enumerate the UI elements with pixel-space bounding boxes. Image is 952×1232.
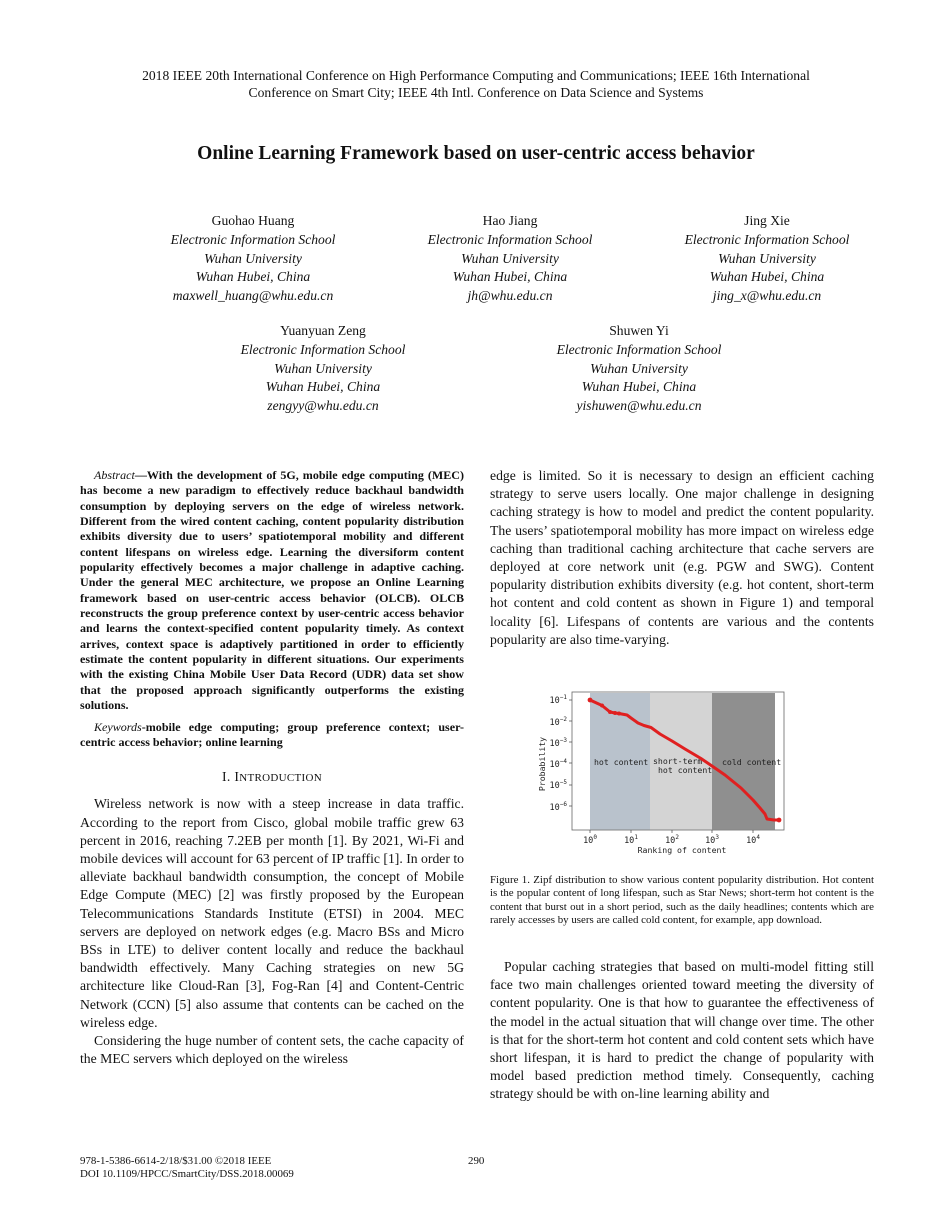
abstract-label: Abstract (94, 468, 135, 482)
author-dept: Electronic Information School (170, 231, 336, 247)
svg-text:102: $10^2$ (665, 834, 679, 846)
abstract (80, 468, 464, 750)
author-univ: Wuhan University (204, 250, 302, 266)
short-term-label-2: hot content (658, 765, 713, 775)
abstract-text: —With the development of 5G, mobile edge computing (MEC) has become a new paradigm to effectively reduce backhaul bandwidth consumption by deploying servers on the edge of wireless network. Different from the wired content caching, content popularity distribution exhibits diversity due to users’ spatiotemporal mobility and different content lifespans on wireless edge. Learning the diversiform content popularity effectively becomes a major challenge in adaptive caching. Under the general MEC architecture, we propose an Online Learning framework based on user-centric access behavior (OLCB). OLCB reconstructs the group preference context by user-centric access behavior and learns the context-specified content popularity timely. As context arrives, context space is adaptively partitioned in order to efficiently estimate the content popularity in different situations. Our experiments with the existing China Mobile User Data Record (UDR) data set show that the proposed approach significantly outperforms the existing solutions. (80, 468, 464, 713)
author-univ: Wuhan University (461, 250, 559, 266)
svg-text:10−1: $10^{-1}$ (549, 694, 567, 706)
hot-content-label: hot content (594, 757, 649, 767)
author-location: Wuhan Hubei, China (581, 379, 697, 395)
footer-doi[interactable]: DOI 10.1109/HPCC/SmartCity/DSS.2018.00069 (80, 1167, 294, 1180)
section-title-rest: NTRODUCTION (239, 772, 322, 785)
figure-1-chart (532, 686, 792, 858)
author-name: Guohao Huang (211, 213, 295, 228)
author-name: Shuwen Yi (609, 323, 669, 338)
author-dept: Electronic Information School (684, 231, 850, 247)
zipf-chart (532, 686, 792, 858)
author-email[interactable]: yishuwen@whu.edu.cn (576, 398, 702, 414)
right-column (490, 467, 874, 649)
author-location: Wuhan Hubei, China (709, 269, 825, 285)
author-email[interactable]: maxwell_huang@whu.edu.cn (172, 288, 334, 304)
short-term-label-1: short-term (653, 756, 703, 766)
author-block (390, 212, 630, 306)
author-location: Wuhan Hubei, China (265, 379, 381, 395)
keywords-text: -mobile edge computing; group preference context; user-centric access behavior; online learning (80, 719, 464, 749)
author-name: Yuanyuan Zeng (280, 323, 366, 338)
right-column-lower (490, 958, 874, 1104)
intro-paragraph-2-continued: edge is limited. So it is necessary to design an efficient caching strategy to serve users locally. One major challenge in designing caching strategy is how to model and predict the content popularity. The users’ spatiotemporal mobility has more impact on wireless edge caching than traditional caching architecture that cache servers are deployed at core network unit (e.g. PGW and SWG). Content popularity distribution exhibits diversity (e.g. hot content, short-term hot content and cold content as shown in Figure 1) and temporal locality [6]. Lifespans of contents are various and the contents popularity are also time-varying. (490, 468, 874, 647)
svg-text:10−5: $10^{-5}$ (549, 779, 567, 791)
conference-line-1: 2018 IEEE 20th International Conference on High Performance Computing and Communications; IEEE 16th International (142, 68, 810, 83)
footer-isbn: 978-1-5386-6614-2/18/$31.00 ©2018 IEEE (80, 1155, 272, 1167)
author-univ: Wuhan University (274, 360, 372, 376)
author-dept: Electronic Information School (240, 341, 406, 357)
page-number: 290 (468, 1155, 485, 1167)
section-heading (80, 768, 464, 787)
svg-text:100: $10^0$ (583, 834, 597, 846)
author-univ: Wuhan University (590, 360, 688, 376)
author-location: Wuhan Hubei, China (195, 269, 311, 285)
svg-text:103: $10^3$ (705, 834, 719, 846)
author-email[interactable]: jing_x@whu.edu.cn (712, 288, 822, 304)
svg-text:10−2: $10^{-2}$ (549, 716, 567, 728)
author-name: Hao Jiang (482, 213, 538, 228)
intro-paragraph-1: Wireless network is now with a steep increase in data traffic. According to the report from Cisco, global mobile traffic grew 63 percent in 2016, reaching 7.2EB per month [1]. By 2021, Wi-Fi and mobile devices will account for 63 percent of IP traffic [1]. In order to alleviate backhaul bandwidth consumption, the concept of Mobile Edge Compute (MEC) [2] was firstly proposed by the European Telecommunications Standards Institute (ETSI) in 2004. MEC servers are deployed on network edges (e.g. Macro BSs and Micro BSs in LTE) to deliver content locally and reduce the backhaul bandwidth effectively. Many Caching strategies on new 5G architecture like Cloud-Ran [3], Fog-Ran [4] and Content-Centric Network (CCN) [5] also assume that contents can be cached on the wireless edge. (80, 796, 464, 1030)
svg-text:101: $10^1$ (624, 834, 638, 846)
author-location: Wuhan Hubei, China (452, 269, 568, 285)
author-email[interactable]: jh@whu.edu.cn (467, 288, 553, 304)
author-dept: Electronic Information School (556, 341, 722, 357)
author-email[interactable]: zengyy@whu.edu.cn (267, 398, 379, 414)
author-block (203, 322, 443, 416)
author-dept: Electronic Information School (427, 231, 593, 247)
section-title-initial: I (234, 769, 240, 785)
author-name: Jing Xie (744, 213, 790, 228)
intro-paragraph-3: Popular caching strategies that based on multi-model fitting still face two main challenges oriented toward meeting the diversity of content popularity. One is that how to guarantee the effectiveness of the model in the actual situation that will change over time. The other is that for the short-term hot content and cold content sets which have short lifespan, it is hard to predict the change of popularity with model based prediction method timely. Consequently, caching strategy should be with on-line learning ability and (490, 959, 874, 1102)
svg-text:10−6: $10^{-6}$ (549, 801, 567, 813)
author-block (519, 322, 759, 416)
left-column (80, 468, 464, 1068)
author-block (133, 212, 373, 306)
conference-line-2: Conference on Smart City; IEEE 4th Intl. Conference on Data Science and Systems (248, 85, 704, 100)
keywords-label: Keywords (94, 719, 142, 734)
svg-text:10−4: $10^{-4}$ (549, 758, 567, 770)
x-axis-label: Ranking of content (637, 845, 727, 855)
author-block (647, 212, 887, 306)
cold-content-label: cold content (722, 757, 782, 767)
figure-1-caption: Figure 1. Zipf distribution to show various content popularity distribution. Hot content is the popular content of long lifespan, such as Star News; short-term hot content is the content that burst out in a short period, such as the daily headlines; contents which are rarely accesses by users are called cold content, for example, app download. (490, 874, 874, 926)
section-number: I. (222, 769, 231, 785)
svg-text:104: $10^4$ (746, 834, 760, 846)
y-axis-label: Probability (537, 736, 547, 792)
footer-left (80, 1155, 294, 1180)
conference-header (0, 67, 952, 101)
intro-paragraph-2: Considering the huge number of content sets, the cache capacity of the MEC servers which deployed on the wireless (80, 1033, 464, 1067)
svg-text:10−3: $10^{-3}$ (549, 737, 567, 749)
author-univ: Wuhan University (718, 250, 816, 266)
paper-title: Online Learning Framework based on user-centric access behavior (197, 143, 755, 164)
